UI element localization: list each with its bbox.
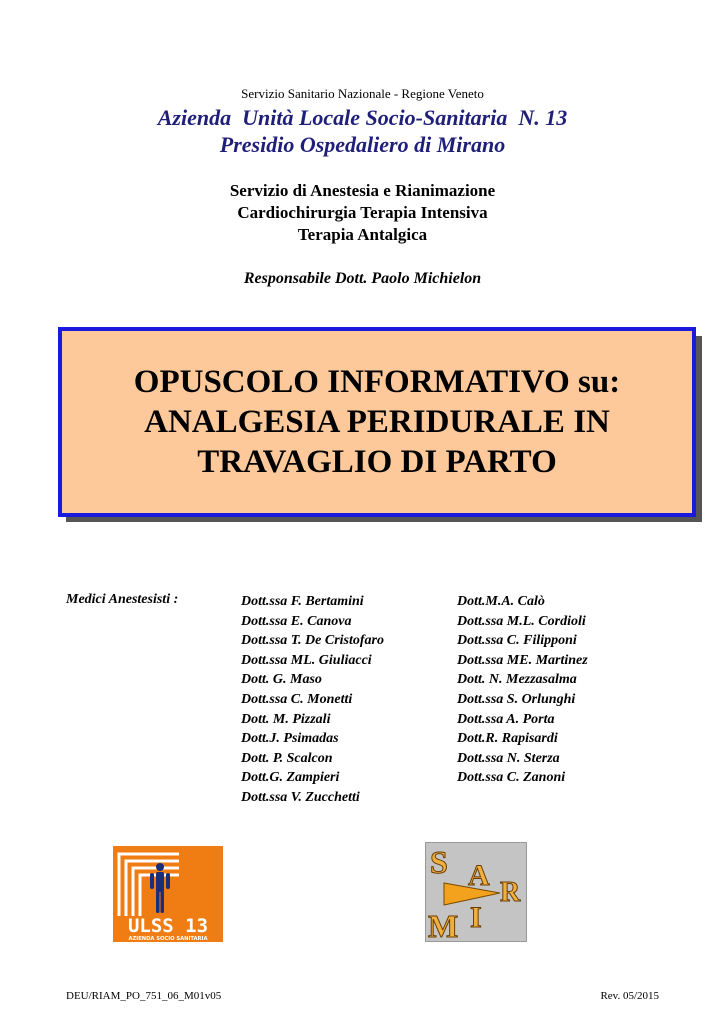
doctor-name: Dott.M.A. Calò (457, 594, 545, 609)
doctor-name: Dott.J. Psimadas (241, 731, 339, 747)
doctor-name: Dott.ssa V. Zucchetti (241, 789, 360, 805)
sarmi-letter: R (500, 877, 521, 908)
banner-line: ANALGESIA PERIDURALE IN (144, 404, 610, 440)
ulss-logo (113, 846, 223, 942)
doctor-name: Dott.R. Rapisardi (457, 731, 558, 747)
servizio-line: Terapia Antalgica (297, 225, 428, 244)
sarmi-letter: I (470, 901, 482, 934)
doctor-name: Dott.ssa C. Monetti (241, 691, 353, 707)
banner-title (134, 362, 620, 482)
doctor-name: Dott.ssa N. Sterza (457, 750, 560, 766)
medici-label: Medici Anestesisti : (66, 592, 179, 607)
servizio-block (0, 180, 725, 246)
doctor-name: Dott. G. Maso (241, 672, 322, 688)
doctor-name: Dott.ssa C. Filipponi (457, 633, 577, 649)
doctor-name: Dott. M. Pizzali (241, 711, 331, 727)
doctor-list-1 (241, 592, 384, 808)
banner-line: TRAVAGLIO DI PARTO (197, 444, 557, 480)
azienda-line-1: Azienda Unità Locale Socio-Sanitaria N. 13 (157, 105, 568, 130)
sarmi-logo (425, 842, 527, 942)
doctor-name: Dott. N. Mezzasalma (457, 672, 577, 688)
doctor-name: Dott. P. Scalcon (241, 750, 333, 766)
doctor-list-2 (457, 592, 588, 788)
sarmi-letter: A (468, 859, 490, 892)
doctor-name: Dott.ssa A. Porta (457, 711, 555, 727)
revision-label: Rev. 05/2015 (600, 990, 659, 1002)
ulss-logo-text: ULSS 13 (127, 915, 209, 937)
document-code: DEU/RIAM_PO_751_06_M01v05 (66, 990, 222, 1002)
doctor-name: Dott.G. Zampieri (241, 770, 340, 786)
banner-line: OPUSCOLO INFORMATIVO su: (133, 364, 621, 400)
doctor-name: Dott.ssa E. Canova (241, 613, 352, 629)
doctor-name: Dott.ssa ME. Martinez (457, 652, 588, 668)
sarmi-logo-graphic (426, 843, 526, 941)
azienda-title (0, 104, 725, 158)
servizio-line: Cardiochirurgia Terapia Intensiva (237, 203, 488, 222)
sarmi-letter: M (428, 908, 459, 941)
ulss-logo-graphic (113, 846, 223, 942)
ulss-logo-subtext: AZIENDA SOCIO SANITARIA (128, 936, 208, 942)
doctor-name: Dott.ssa T. De Cristofaro (241, 633, 385, 649)
top-line: Servizio Sanitario Nazionale - Regione Veneto (241, 86, 484, 101)
doctor-name: Dott.ssa ML. Giuliacci (241, 652, 372, 668)
doctor-name: Dott.ssa S. Orlunghi (457, 691, 576, 707)
title-banner (58, 327, 696, 517)
doctor-name: Dott.ssa C. Zanoni (457, 770, 566, 786)
responsabile: Responsabile Dott. Paolo Michielon (243, 270, 482, 287)
doctor-name: Dott.ssa F. Bertamini (241, 594, 364, 609)
sarmi-letter: S (430, 844, 448, 880)
doctor-name: Dott.ssa M.L. Cordioli (457, 613, 586, 629)
azienda-line-2: Presidio Ospedaliero di Mirano (219, 132, 506, 157)
servizio-line: Servizio di Anestesia e Rianimazione (229, 181, 496, 200)
